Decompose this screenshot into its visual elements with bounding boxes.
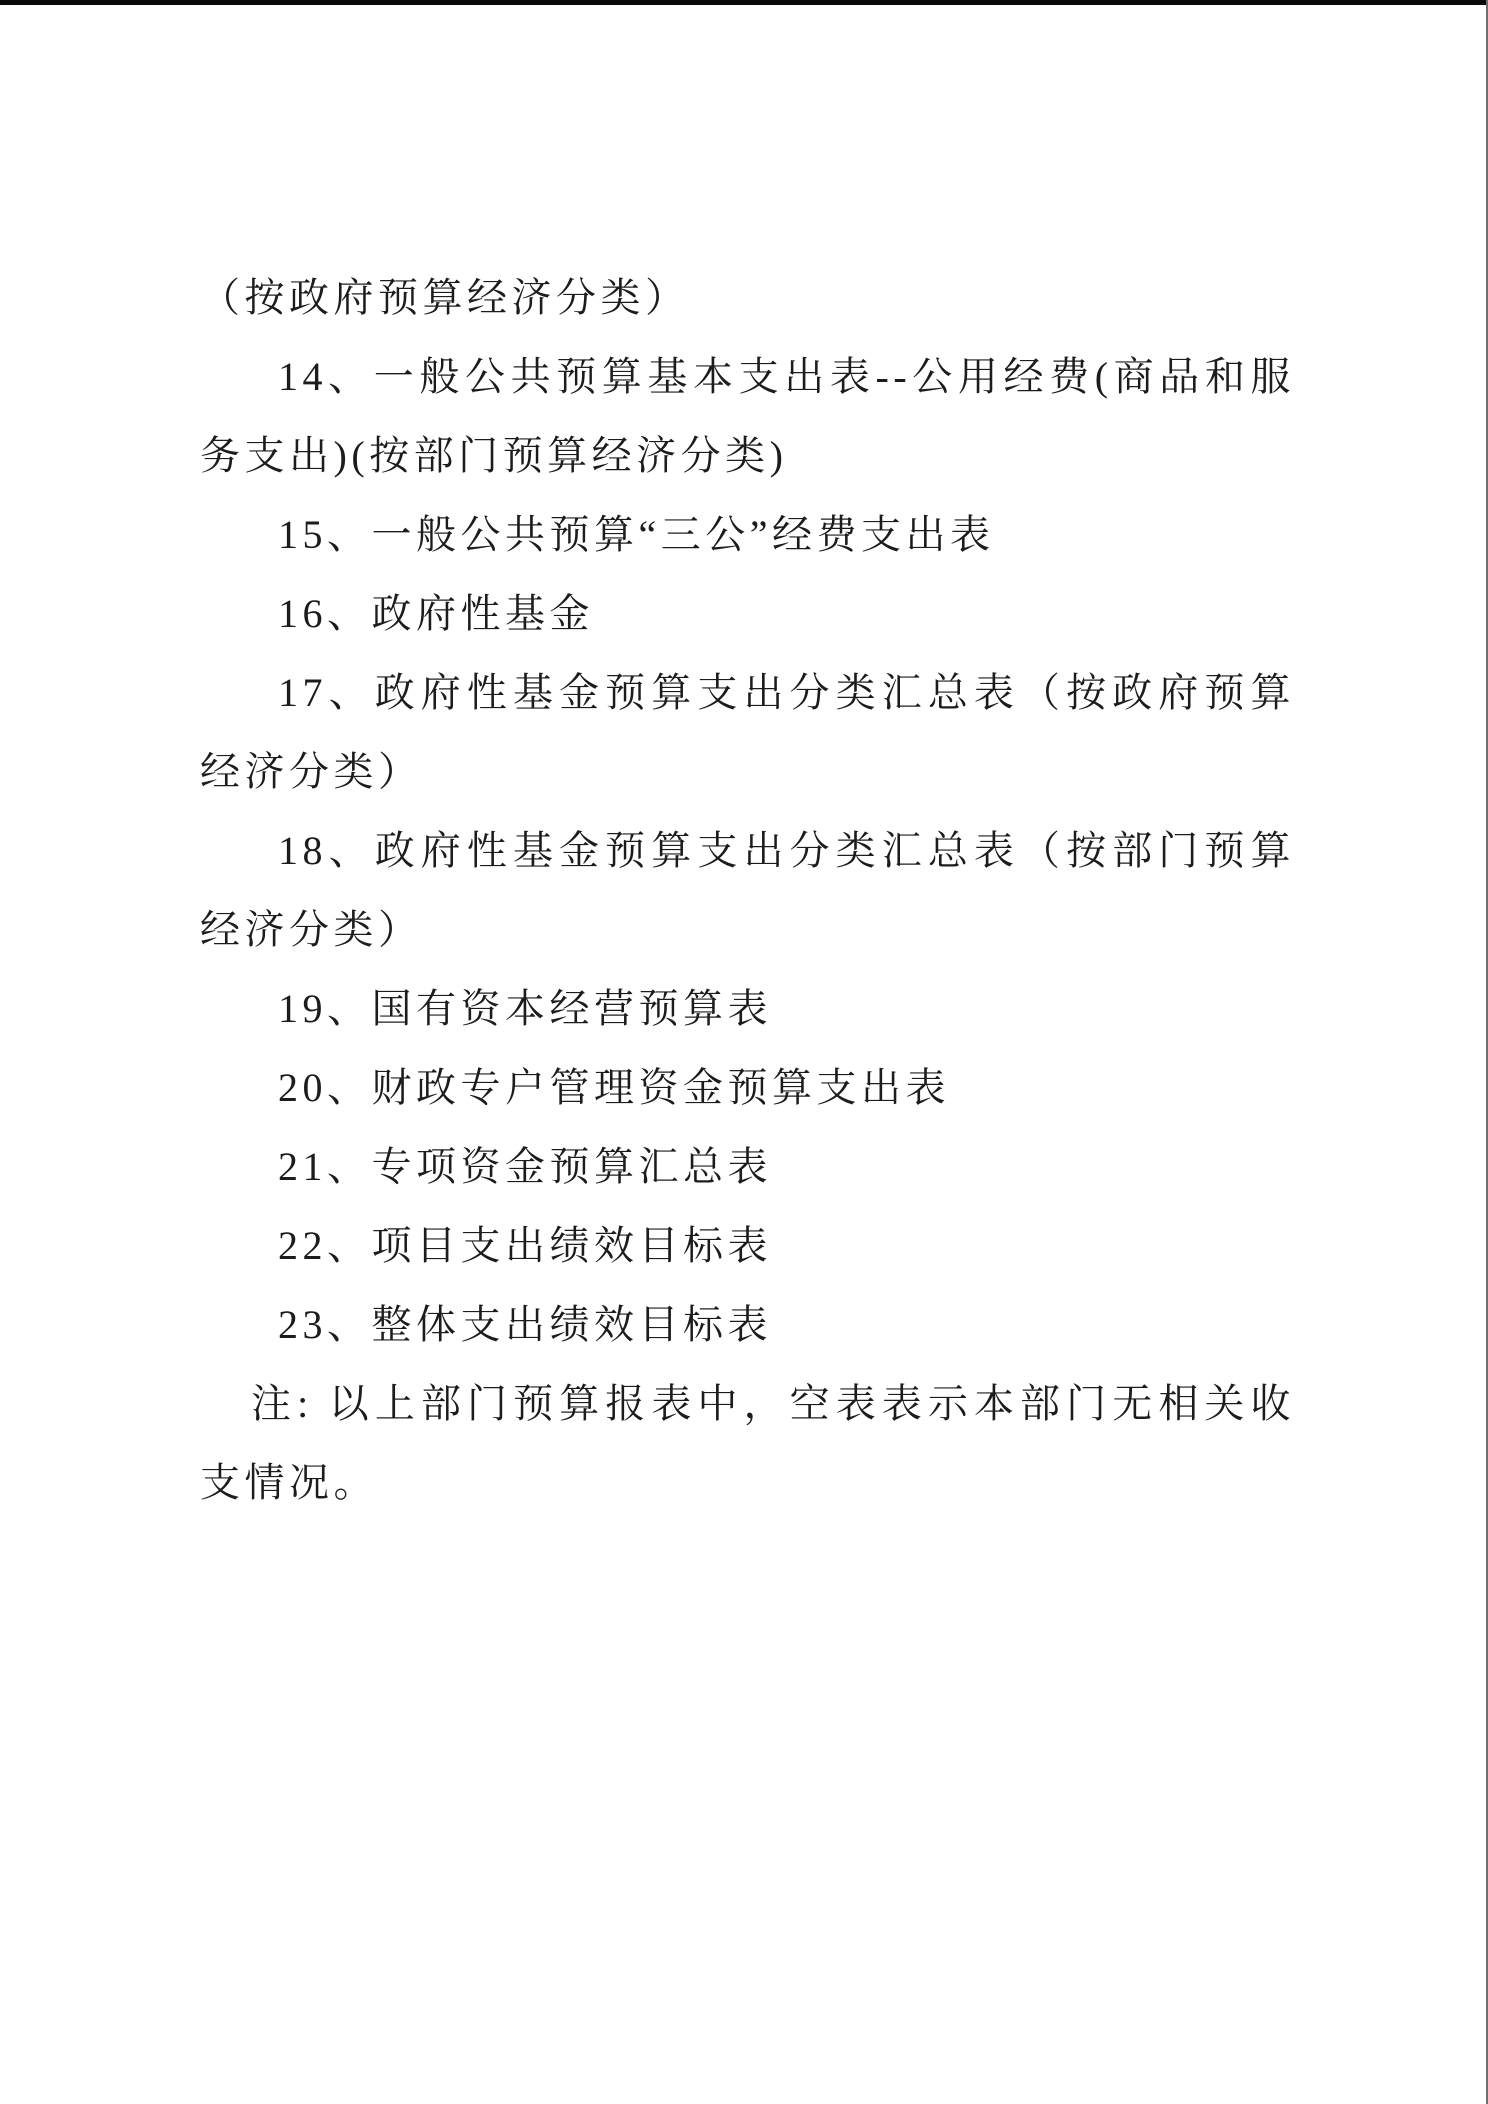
document-paragraph: 18、政府性基金预算支出分类汇总表（按部门预算经济分类）	[200, 828, 1295, 952]
document-paragraph: 19、国有资本经营预算表	[278, 986, 772, 1031]
document-content	[200, 258, 1295, 1522]
document-paragraph: 20、财政专户管理资金预算支出表	[278, 1065, 950, 1110]
document-paragraph: 16、政府性基金	[278, 591, 594, 636]
document-paragraph: 15、一般公共预算“三公”经费支出表	[278, 512, 995, 557]
document-paragraph: 注: 以上部门预算报表中，空表表示本部门无相关收支情况。	[200, 1381, 1295, 1505]
page-top-border	[0, 0, 1488, 5]
document-paragraph: 21、专项资金预算汇总表	[278, 1144, 772, 1189]
document-paragraph: 17、政府性基金预算支出分类汇总表（按政府预算经济分类）	[200, 670, 1295, 794]
document-paragraph: 23、整体支出绩效目标表	[278, 1302, 772, 1347]
document-paragraph: 22、项目支出绩效目标表	[278, 1223, 772, 1268]
document-paragraph: 14、一般公共预算基本支出表--公用经费(商品和服务支出)(按部门预算经济分类)	[200, 354, 1295, 478]
document-paragraph: （按政府预算经济分类）	[200, 275, 690, 320]
